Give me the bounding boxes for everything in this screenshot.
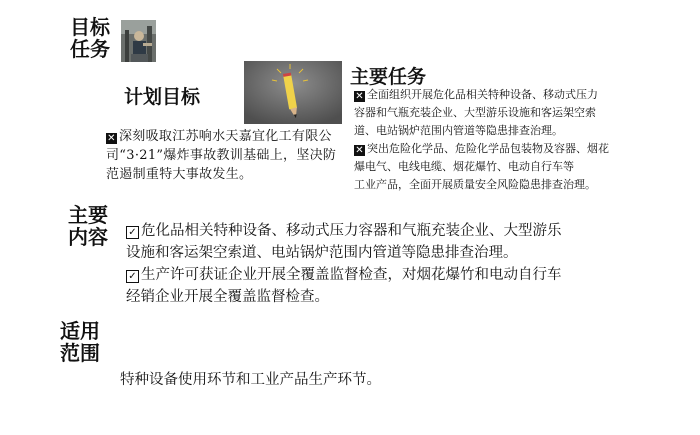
scope-text: 特种设备使用环节和工业产品生产环节。	[120, 372, 381, 388]
content-line: ✓ 危化品相关特种设备、移动式压力容器和气瓶充装企业、大型游乐	[126, 220, 616, 242]
x-box-icon: ✕	[355, 91, 364, 102]
main-task-line: 爆电气、电线电缆、烟花爆竹、电动自行车等	[354, 160, 574, 173]
main-task-line: ✕ 全面组织开展危化品相关特种设备、移动式压力	[355, 88, 598, 102]
content-section-label: 主要 内容	[68, 203, 108, 249]
content-line: 经销企业开展全覆盖监督检查。	[126, 289, 329, 305]
checkbox-icon: ✓	[126, 270, 139, 283]
main-tasks-list	[354, 86, 616, 194]
x-box-icon: ✕	[107, 133, 116, 144]
scope-section-label: 适用 范围	[60, 319, 100, 365]
plan-title: 计划目标	[124, 86, 201, 108]
main-task-line: 容器和气瓶充装企业、大型游乐设施和客运架空索	[354, 106, 596, 119]
main-task-line: ✕ 突出危险化学品、危险化学品包装物及容器、烟花	[355, 142, 609, 156]
goals-section-label: 目标 任务	[70, 15, 110, 61]
pencil-lightbulb-image	[244, 61, 342, 124]
main-task-line: 工业产品，全面开展质量安全风险隐患排查治理。	[354, 178, 596, 191]
main-tasks-title: 主要任务	[350, 66, 427, 88]
content-line: 设施和客运架空索道、电站锅炉范围内管道等隐患排查治理。	[126, 245, 518, 261]
plan-text: ✕ 深刻吸取江苏响水天嘉宜化工有限公司“3·21”爆炸事故教训基础上，坚决防范遏制重特大事故发生。	[106, 129, 337, 182]
main-task-line: 道、电站锅炉范围内管道等隐患排查治理。	[354, 124, 563, 137]
checkbox-icon: ✓	[126, 226, 139, 239]
x-box-icon: ✕	[355, 145, 364, 156]
worker-photo	[121, 20, 156, 62]
content-list	[126, 220, 616, 308]
content-line: ✓ 生产许可获证企业开展全覆盖监督检查，对烟花爆竹和电动自行车	[126, 264, 616, 286]
